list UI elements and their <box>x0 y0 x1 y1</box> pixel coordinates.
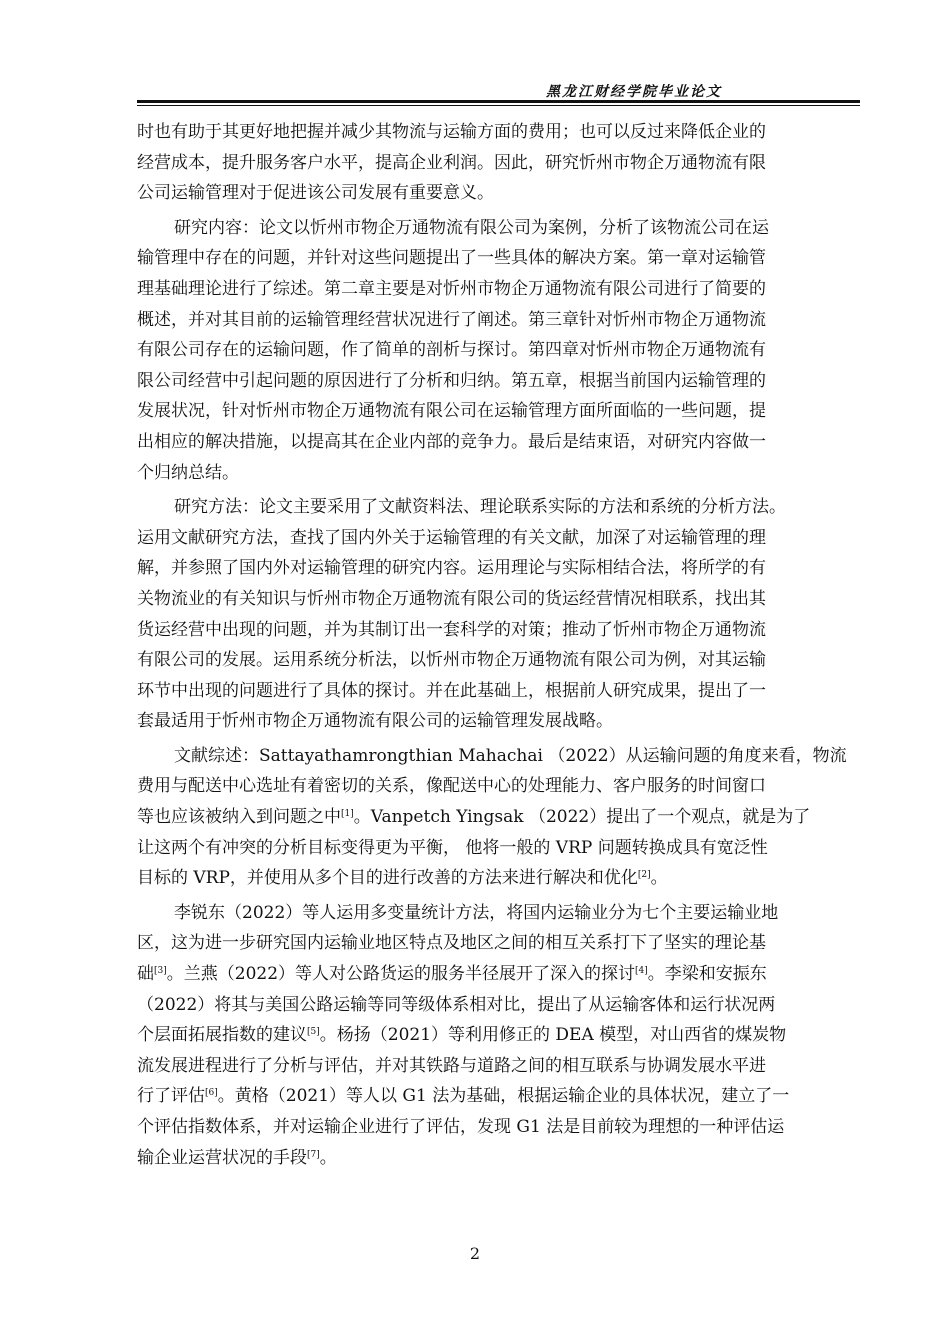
text-line <box>137 833 867 864</box>
text-line <box>137 676 867 707</box>
line-text: 个评估指数体系，并对运输企业进行了评估，发现 G1 法是目前较为理想的一种评估运 <box>137 1117 785 1137</box>
line-text: 。 <box>319 1147 337 1168</box>
line-text: 区，这为进一步研究国内运输业地区特点及地区之间的相互关系打下了坚实的理论基 <box>137 933 766 954</box>
text-line <box>137 741 867 772</box>
line-text: 输企业运营状况的手段 <box>137 1147 307 1168</box>
text-line <box>137 898 867 929</box>
line-text: 环节中出现的问题进行了具体的探讨。并在此基础上，根据前人研究成果，提出了一 <box>137 680 766 701</box>
line-text: 让这两个有冲突的分析目标变得更为平衡， 他将一般的 VRP 问题转换成具有宽泛性 <box>137 837 768 858</box>
line-text: 研究方法：论文主要采用了文献资料法、理论联系实际的方法和系统的分析方法。 <box>174 497 786 518</box>
line-text: 研究内容：论文以忻州市物企万通物流有限公司为案例，分析了该物流公司在运 <box>174 217 769 238</box>
line-text: 。杨扬（2021）等利用修正的 DEA 模型，对山西省的煤炭物 <box>319 1025 787 1046</box>
header-rule-thin <box>137 105 860 106</box>
line-text: 。兰燕（2022）等人对公路货运的服务半径展开了深入的探讨 <box>166 964 636 985</box>
paragraph <box>137 213 867 488</box>
text-line <box>137 1020 867 1051</box>
line-text: 发展状况，针对忻州市物企万通物流有限公司在运输管理方面所面临的一些问题，提 <box>137 401 766 422</box>
text-line <box>137 148 867 179</box>
line-text: 经营成本，提升服务客户水平，提高企业利润。因此，研究忻州市物企万通物流有限 <box>137 152 766 173</box>
line-text: 础 <box>137 964 154 985</box>
paragraph <box>137 741 867 894</box>
line-text: 个层面拓展指数的建议 <box>137 1025 307 1046</box>
line-text: 运用文献研究方法，查找了国内外关于运输管理的有关文献，加深了对运输管理的理 <box>137 527 766 548</box>
text-line <box>137 458 867 489</box>
line-text: 公司运输管理对于促进该公司发展有重要意义。 <box>137 183 494 204</box>
line-text: 。黄格（2021）等人以 G1 法为基础，根据运输企业的具体状况，建立了一 <box>217 1086 790 1107</box>
line-text: 输管理中存在的问题，并针对这些问题提出了一些具体的解决方案。第一章对运输管 <box>137 248 766 269</box>
text-line <box>137 492 867 523</box>
text-line <box>137 178 867 209</box>
text-line <box>137 1143 867 1174</box>
text-line <box>137 959 867 990</box>
text-line <box>137 427 867 458</box>
text-line <box>137 615 867 646</box>
text-line <box>137 335 867 366</box>
text-line <box>137 1081 867 1112</box>
line-text: 行了评估 <box>137 1086 205 1107</box>
header-title: 黑龙江财经学院毕业论文 <box>546 84 722 100</box>
text-line <box>137 117 867 148</box>
line-text: 理基础理论进行了综述。第二章主要是对忻州市物企万通物流有限公司进行了简要的 <box>137 278 766 299</box>
text-line <box>137 243 867 274</box>
line-text: 有限公司存在的运输问题，作了简单的剖析与探讨。第四章对忻州市物企万通物流有 <box>137 340 766 361</box>
text-line <box>137 928 867 959</box>
text-line <box>137 305 867 336</box>
paragraph <box>137 492 867 737</box>
line-text: 目标的 VRP，并使用从多个目的进行改善的方法来进行解决和优化 <box>137 868 638 889</box>
paragraph <box>137 117 867 209</box>
text-line <box>137 213 867 244</box>
page-header <box>137 78 860 104</box>
line-text: 。 <box>650 868 668 889</box>
header-rule-thick <box>137 100 860 103</box>
text-line <box>137 863 867 894</box>
line-text: 关物流业的有关知识与忻州市物企万通物流有限公司的货运经营情况相联系，找出其 <box>137 588 766 609</box>
citation-marker: [7] <box>307 1149 320 1160</box>
text-line <box>137 1112 867 1143</box>
text-line <box>137 802 867 833</box>
line-text: 费用与配送中心选址有着密切的关系，像配送中心的处理能力、客户服务的时间窗口 <box>137 776 766 797</box>
text-line <box>137 771 867 802</box>
citation-marker: [6] <box>205 1088 218 1099</box>
line-text: 出相应的解决措施，以提高其在企业内部的竞争力。最后是结束语，对研究内容做一 <box>137 431 766 452</box>
text-line <box>137 553 867 584</box>
citation-marker: [3] <box>154 966 167 977</box>
line-text: 个归纳总结。 <box>137 462 239 483</box>
text-line <box>137 366 867 397</box>
line-text: 。李梁和安振东 <box>647 964 767 985</box>
line-text: 概述，并对其目前的运输管理经营状况进行了阐述。第三章针对忻州市物企万通物流 <box>137 309 766 330</box>
citation-marker: [1] <box>341 809 354 820</box>
line-text: 限公司经营中引起问题的原因进行了分析和归纳。第五章，根据当前国内运输管理的 <box>137 370 766 391</box>
text-line <box>137 274 867 305</box>
text-line <box>137 990 867 1021</box>
text-line <box>137 584 867 615</box>
paragraph <box>137 898 867 1173</box>
text-line <box>137 396 867 427</box>
line-text: 。Vanpetch Yingsak （2022）提出了一个观点，就是为了 <box>353 807 811 828</box>
line-text: 解，并参照了国内外对运输管理的研究内容。运用理论与实际相结合法，将所学的有 <box>137 558 766 579</box>
text-line <box>137 523 867 554</box>
page-number: 2 <box>469 1244 481 1263</box>
text-line <box>137 645 867 676</box>
line-text: 流发展进程进行了分析与评估，并对其铁路与道路之间的相互联系与协调发展水平进 <box>137 1055 766 1076</box>
line-text: 李锐东（2022）等人运用多变量统计方法，将国内运输业分为七个主要运输业地 <box>174 902 779 923</box>
line-text: 有限公司的发展。运用系统分析法，以忻州市物企万通物流有限公司为例，对其运输 <box>137 650 766 671</box>
citation-marker: [5] <box>307 1027 320 1038</box>
citation-marker: [4] <box>635 966 648 977</box>
line-text: 文献综述：Sattayathamrongthian Mahachai （2022）从运输问题的角度来看，物流 <box>174 745 847 766</box>
line-text: 等也应该被纳入到问题之中 <box>137 807 341 828</box>
text-line <box>137 706 867 737</box>
citation-marker: [2] <box>637 870 651 881</box>
line-text: （2022）将其与美国公路运输等同等级体系相对比，提出了从运输客体和运行状况两 <box>137 994 776 1015</box>
body-text <box>137 117 867 1173</box>
text-line <box>137 1051 867 1082</box>
line-text: 时也有助于其更好地把握并减少其物流与运输方面的费用；也可以反过来降低企业的 <box>137 122 766 142</box>
line-text: 货运经营中出现的问题，并为其制订出一套科学的对策；推动了忻州市物企万通物流 <box>137 619 766 640</box>
line-text: 套最适用于忻州市物企万通物流有限公司的运输管理发展战略。 <box>137 711 613 732</box>
